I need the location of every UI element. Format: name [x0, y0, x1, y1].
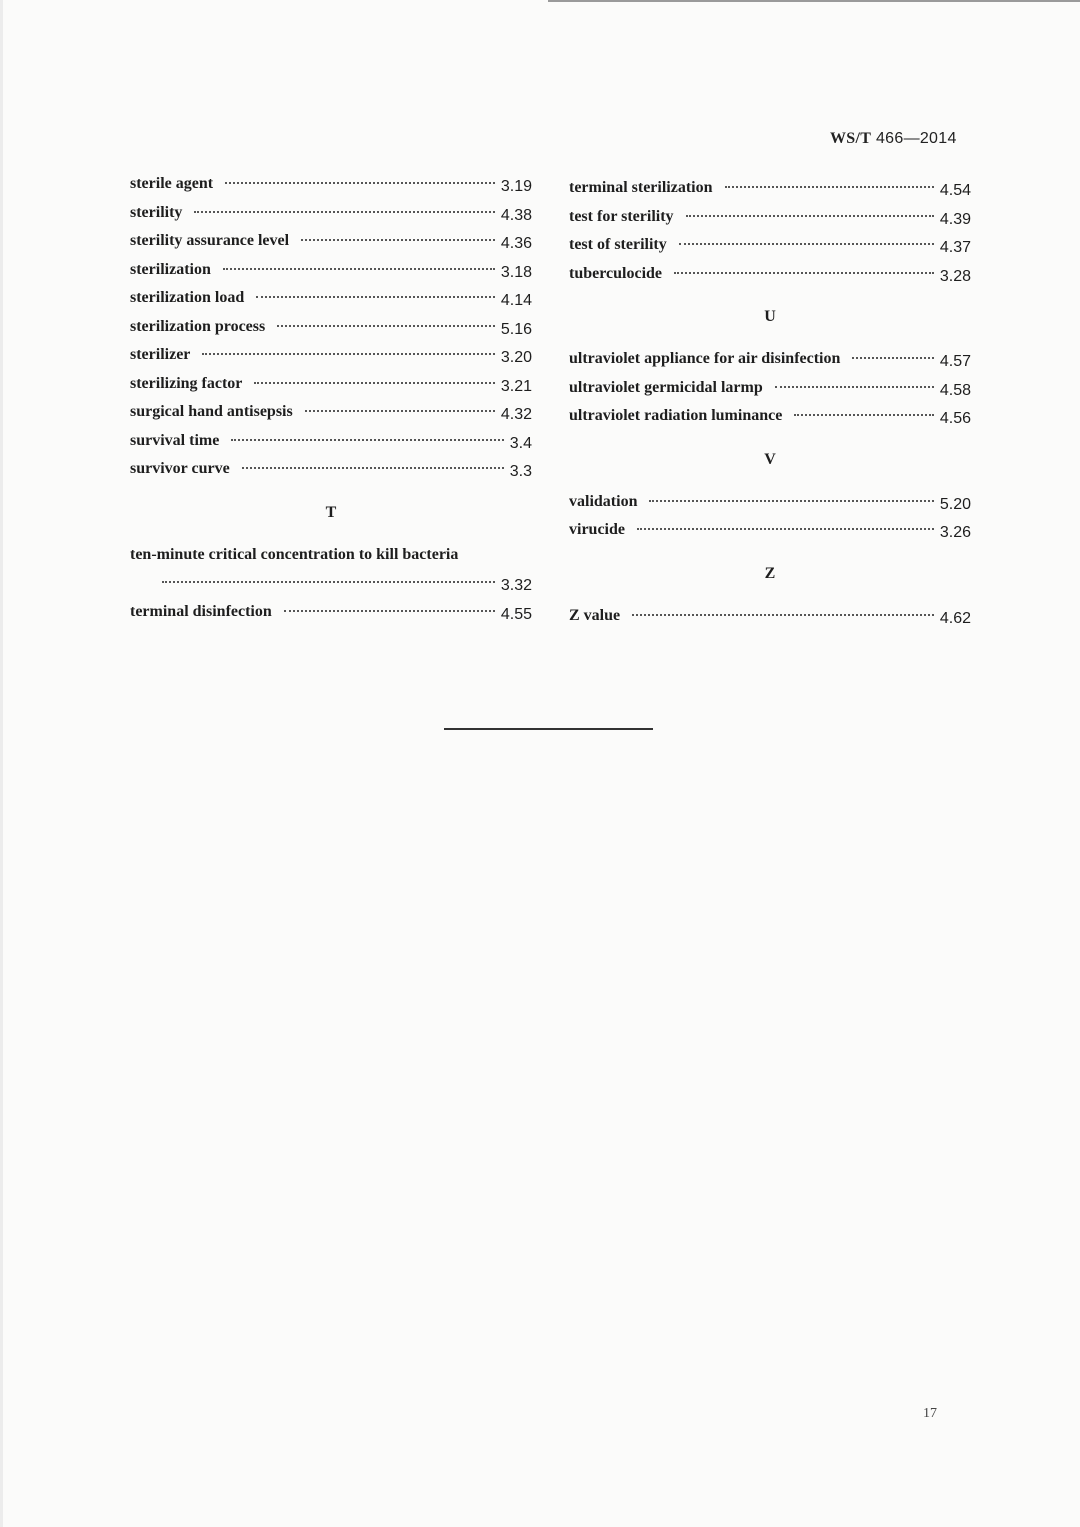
index-entry [569, 374, 971, 403]
dot-leader [254, 382, 494, 384]
index-term: sterility [130, 203, 183, 221]
index-term: sterilizing factor [130, 374, 243, 392]
index-term: sterilization process [130, 317, 266, 335]
index-ref: 4.56 [939, 410, 971, 427]
dot-leader [305, 410, 495, 412]
index-term: sterilization load [130, 289, 245, 306]
index-term: test of sterility [569, 236, 667, 253]
dot-leader [725, 186, 934, 188]
index-column-right [569, 174, 971, 630]
index-entry [130, 170, 532, 199]
dot-leader [301, 239, 495, 241]
index-term: validation [569, 492, 638, 510]
index-term: sterilization [130, 260, 211, 278]
dot-leader [256, 296, 495, 298]
index-ref: 3.32 [500, 577, 532, 594]
dot-leader [649, 500, 933, 502]
index-ref: 4.39 [939, 210, 971, 228]
index-column-left [130, 170, 532, 626]
index-entry [130, 370, 532, 399]
index-term: ultraviolet radiation luminance [569, 407, 783, 424]
index-ref: 3.19 [500, 178, 532, 195]
index-ref: 4.14 [500, 292, 532, 309]
section-letter-z: Z [764, 564, 776, 582]
index-ref: 4.32 [500, 406, 532, 423]
index-ref: 3.21 [500, 377, 532, 395]
index-ref: 4.54 [939, 182, 971, 199]
index-entry [569, 231, 971, 260]
end-of-document-rule [444, 728, 653, 730]
index-term: tuberculocide [569, 264, 663, 282]
index-entry [130, 541, 532, 598]
document-code-prefix: WS/T [830, 130, 872, 147]
index-entry [130, 427, 532, 456]
index-term: ultraviolet appliance for air disinfection [569, 350, 841, 367]
dot-leader [686, 215, 934, 217]
document-code-number: 466—2014 [875, 130, 957, 147]
index-term: survivor curve [130, 460, 230, 477]
dot-leader [194, 211, 494, 213]
index-ref: 5.16 [500, 320, 532, 338]
index-term: ten-minute critical concentration to kill bacteria [130, 545, 459, 563]
index-ref: 4.55 [500, 605, 532, 623]
index-term: terminal sterilization [569, 179, 713, 196]
index-ref: 4.62 [939, 609, 971, 627]
index-ref: 3.4 [509, 434, 532, 452]
index-term: Z value [569, 606, 621, 624]
index-term: terminal disinfection [130, 602, 272, 620]
dot-leader [632, 614, 934, 616]
header-rule [548, 0, 1080, 2]
dot-leader [775, 386, 934, 388]
index-entry [130, 398, 532, 427]
index-entry [569, 203, 971, 232]
dot-leader [162, 581, 495, 583]
dot-leader [242, 467, 504, 469]
index-term: test for sterility [569, 207, 674, 225]
index-entry [130, 256, 532, 285]
index-term: surgical hand antisepsis [130, 403, 293, 420]
index-term: sterility assurance level [130, 232, 290, 249]
index-entry [130, 313, 532, 342]
index-entry [569, 516, 971, 545]
index-entry [130, 199, 532, 228]
dot-leader [674, 272, 934, 274]
dot-leader [852, 357, 933, 359]
index-entry [569, 402, 971, 431]
index-entry [130, 598, 532, 627]
index-entry [130, 455, 532, 484]
index-ref: 3.26 [939, 524, 971, 541]
dot-leader [223, 268, 495, 270]
index-ref: 4.57 [939, 353, 971, 370]
index-ref: 4.58 [939, 381, 971, 399]
index-ref: 5.20 [939, 495, 971, 513]
index-ref: 4.36 [500, 235, 532, 252]
dot-leader [225, 182, 495, 184]
dot-leader [231, 439, 503, 441]
index-term: survival time [130, 431, 220, 449]
index-ref: 3.3 [509, 463, 532, 480]
section-letter-u: U [764, 308, 776, 325]
dot-leader [284, 610, 495, 612]
section-letter-v: V [764, 450, 776, 468]
index-term: ultraviolet germicidal larmp [569, 378, 763, 396]
dot-leader [202, 353, 494, 355]
index-entry [130, 341, 532, 370]
index-entry [130, 227, 532, 256]
index-ref: 4.37 [939, 239, 971, 256]
index-entry [569, 488, 971, 517]
index-entry [569, 174, 971, 203]
document-code [830, 130, 957, 148]
dot-leader [794, 414, 934, 416]
index-entry [569, 345, 971, 374]
dot-leader [679, 243, 934, 245]
scan-edge [0, 0, 3, 1527]
index-ref: 3.20 [500, 349, 532, 366]
dot-leader [277, 325, 495, 327]
index-entry-continuation [130, 569, 532, 598]
index-term: virucide [569, 521, 625, 538]
index-term: sterilizer [130, 346, 191, 363]
index-entry [130, 284, 532, 313]
index-entry [569, 260, 971, 289]
index-ref: 3.28 [939, 267, 971, 285]
page-number: 17 [923, 1406, 937, 1421]
section-letter-t: T [325, 503, 337, 521]
index-ref: 3.18 [500, 263, 532, 281]
index-term: sterile agent [130, 175, 214, 192]
index-ref: 4.38 [500, 206, 532, 224]
dot-leader [637, 528, 934, 530]
index-entry [569, 602, 971, 631]
